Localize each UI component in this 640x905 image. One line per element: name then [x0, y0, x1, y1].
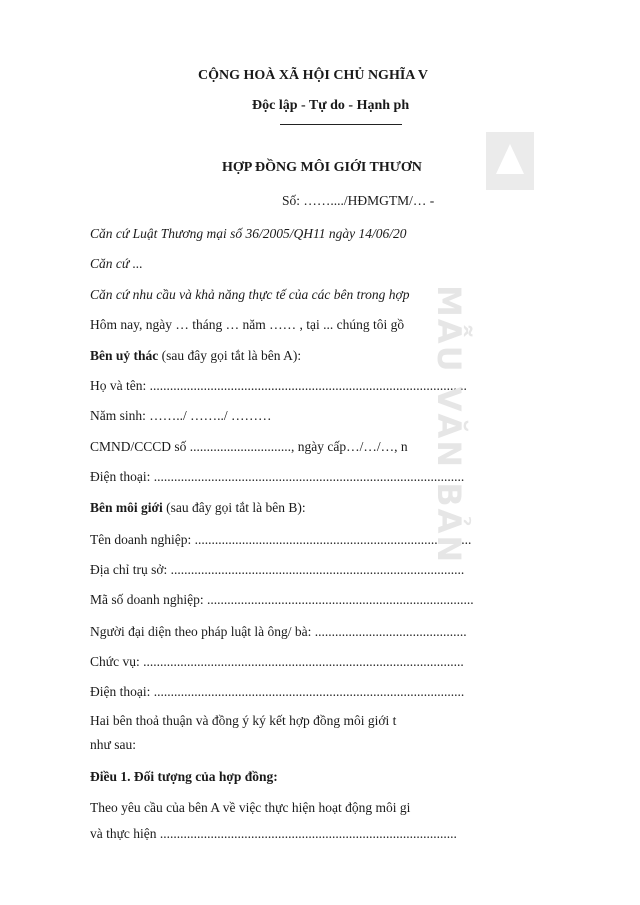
- party-b-company: Tên doanh nghiệp: ..................................................................................: [90, 532, 472, 547]
- national-title: CỘNG HOÀ XÃ HỘI CHỦ NGHĨA V: [198, 68, 428, 83]
- party-a-note: (sau đây gọi tắt là bên A):: [158, 348, 302, 363]
- party-a-phone: Điện thoại: ............................................................................................: [90, 469, 465, 484]
- basis-needs: Căn cứ nhu cầu và khả năng thực tế của các bên trong hợp: [90, 287, 410, 302]
- party-b-note: (sau đây gọi tắt là bên B):: [162, 500, 306, 515]
- party-b-phone: Điện thoại: ............................................................................................: [90, 684, 465, 699]
- document-logo-icon: [482, 130, 538, 430]
- party-a-name: Họ và tên: ..............................................................................................: [90, 378, 467, 393]
- today-line: Hôm nay, ngày … tháng … năm …… , tại ... chúng tôi gồ: [90, 317, 405, 332]
- basis-other: Căn cứ ...: [90, 256, 143, 271]
- party-b-tax-code: Mã số doanh nghiệp: ...............................................................................: [90, 592, 474, 607]
- party-a-heading: [90, 348, 301, 364]
- watermark-text: MẪU VĂN BẢN: [430, 285, 468, 565]
- article-1-title: Điều 1. Đối tượng của hợp đồng:: [90, 769, 278, 784]
- party-b-position: Chức vụ: ...............................................................................................: [90, 654, 464, 669]
- party-a-label: Bên uỷ thác: [90, 348, 159, 363]
- party-b-representative: Người đại diện theo pháp luật là ông/ bà: .............................................: [90, 624, 467, 639]
- contract-number: Số: ……..../HĐMGTM/… -: [282, 193, 435, 208]
- national-motto: Độc lập - Tự do - Hạnh ph: [252, 98, 410, 113]
- party-a-birth: Năm sinh: ……../ ……../ ………: [90, 408, 272, 423]
- party-b-address: Địa chỉ trụ sở: .......................................................................................: [90, 562, 465, 577]
- basis-law: Căn cứ Luật Thương mại số 36/2005/QH11 ngày 14/06/20: [90, 226, 407, 241]
- party-a-id: CMND/CCCD số .............................., ngày cấp…/…/…, n: [90, 439, 408, 454]
- motto-underline: [280, 124, 402, 125]
- agreement-line-1: Hai bên thoả thuận và đồng ý ký kết hợp đồng môi giới t: [90, 713, 397, 728]
- party-b-heading: [90, 500, 306, 516]
- party-b-label: Bên môi giới: [90, 500, 163, 515]
- agreement-line-2: như sau:: [90, 737, 136, 752]
- article-1-line-2: và thực hiện ........................................................................................: [90, 826, 457, 841]
- contract-title: HỢP ĐỒNG MÔI GIỚI THƯƠN: [222, 160, 422, 175]
- article-1-line-1: Theo yêu cầu của bên A về việc thực hiện hoạt động môi gi: [90, 800, 411, 815]
